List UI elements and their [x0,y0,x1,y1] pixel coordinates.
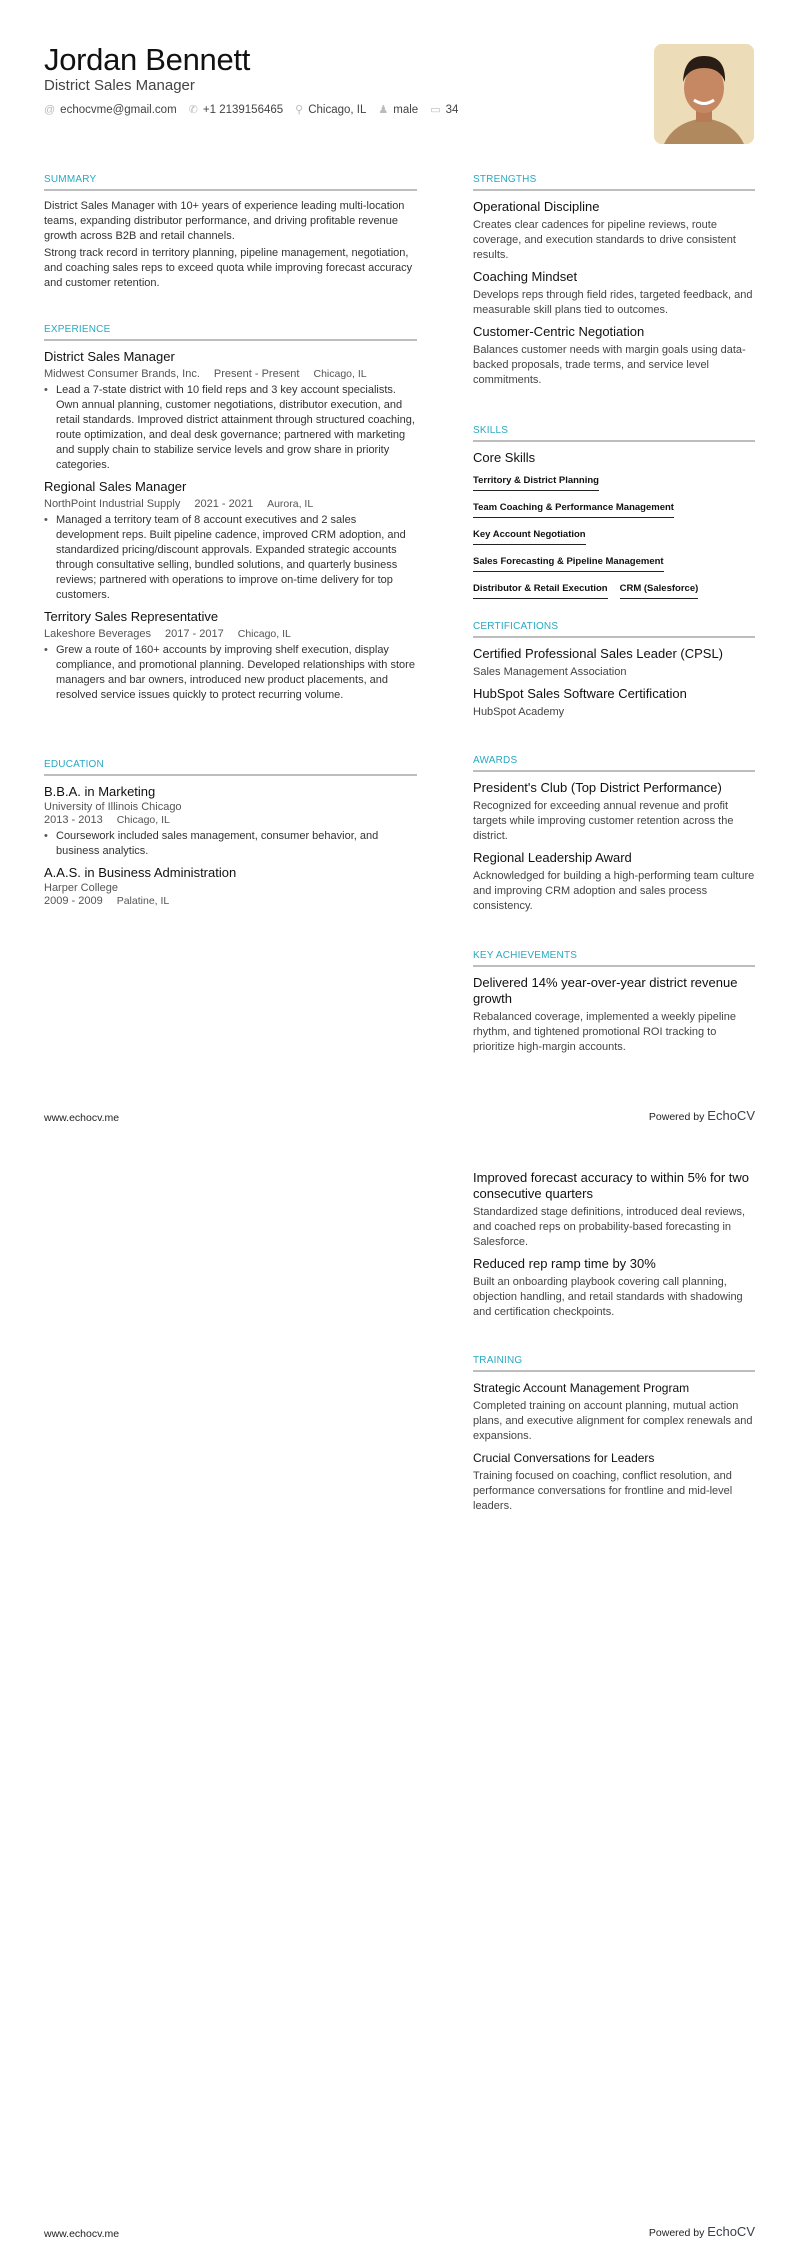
location: Aurora, IL [267,498,314,510]
brand-logo: EchoCV [707,1108,755,1123]
dates: 2009 - 2009 [44,895,103,907]
dates: 2013 - 2013 [44,814,103,826]
location-icon: ⚲ [295,104,304,116]
cert-issuer: HubSpot Academy [473,706,565,718]
achievement-desc: Standardized stage definitions, introduced deal reviews, and coached reps on probability-based forecasting in Salesforce. [473,1206,746,1248]
contact-row [44,103,458,116]
cert-title: Certified Professional Sales Leader (CPSL) [473,646,724,661]
degree: B.B.A. in Marketing [44,784,156,799]
summary-heading: SUMMARY [44,174,417,191]
footer-site-link[interactable]: www.echocv.me [44,1112,120,1124]
footer-site-link[interactable]: www.echocv.me [44,2228,120,2240]
achievement-title: Delivered 14% year-over-year district revenue growth [473,975,738,1006]
experience-heading: EXPERIENCE [44,324,417,341]
phone-icon: ✆ [188,104,198,116]
strength-title: Operational Discipline [473,199,600,214]
person-icon: ♟ [378,104,389,116]
training-heading: TRAINING [473,1355,755,1372]
training-section [473,1355,755,1520]
award-desc: Recognized for exceeding annual revenue and profit targets while improving customer retention across the district. [473,800,734,842]
contact-gender [378,103,418,116]
contact-phone[interactable] [189,103,283,116]
email-text: echocvme@gmail.com [60,103,177,116]
job-title: Territory Sales Representative [44,609,219,624]
brand-logo: EchoCV [707,2224,755,2239]
cert-title: HubSpot Sales Software Certification [473,686,687,701]
achievements-continued [473,1170,755,1326]
company: Midwest Consumer Brands, Inc. [44,368,200,380]
certifications-section [473,621,755,726]
age-text: 34 [445,104,459,116]
location: Chicago, IL [237,628,291,640]
experience-entry [44,479,417,603]
certifications-heading: CERTIFICATIONS [473,621,755,638]
education-heading: EDUCATION [44,759,417,776]
calendar-icon: ▭ [430,104,441,116]
achievements-heading: KEY ACHIEVEMENTS [473,950,755,967]
profile-photo [654,44,754,144]
bullet: • Managed a territory team of 8 account executives and 2 sales development reps. Built pipeline cadence, improved CRM adoption, and standardized pricing/discount approvals. Expanded strategic accounts through consultative selling, bundled solutions, and quarterly business reviews; partnered with operations to improve on-time delivery for top customers. [44,513,417,603]
experience-entry [44,609,417,703]
skill-tag: CRM (Salesforce) [620,583,699,599]
skill-tag: Sales Forecasting & Pipeline Management [473,556,664,572]
strength-title: Coaching Mindset [473,269,578,284]
skill-tag: Territory & District Planning [473,475,599,491]
skills-section [473,425,755,605]
education-entry [44,784,417,859]
location-text: Chicago, IL [308,104,367,116]
candidate-name: Jordan Bennett [44,42,251,77]
summary-paragraph: District Sales Manager with 10+ years of experience leading multi-location teams, expanding distributor performance, and driving profitable revenue growth across B2B and retail channels. [44,200,405,242]
training-title: Crucial Conversations for Leaders [473,1451,655,1465]
dates: Present - Present [213,368,300,380]
contact-age [430,103,458,116]
awards-section [473,755,755,920]
company: NorthPoint Industrial Supply [44,498,181,510]
degree: A.A.S. in Business Administration [44,865,237,880]
training-desc: Training focused on coaching, conflict resolution, and performance conversations for frontline and mid-level leaders. [473,1470,733,1512]
achievement-desc: Built an onboarding playbook covering call planning, objection handling, and retail standards with shadowing and certification checkpoints. [473,1276,743,1318]
dates: 2017 - 2017 [165,628,224,640]
education-entry [44,865,417,907]
strength-desc: Balances customer needs with margin goals using data-backed proposals, trade terms, and service level commitments. [473,344,746,386]
school: University of Illinois Chicago [44,801,182,813]
strengths-heading: STRENGTHS [473,174,755,191]
skills-group: Core Skills [473,450,536,465]
skills-heading: SKILLS [473,425,755,442]
phone-text: +1 2139156465 [202,104,284,116]
job-title: District Sales Manager [44,349,175,364]
location: Chicago, IL [116,814,170,826]
strength-desc: Creates clear cadences for pipeline reviews, route coverage, and execution standards to drive consistent results. [473,219,736,261]
education-section [44,759,417,913]
bullet: • Coursework included sales management, consumer behavior, and business analytics. [44,829,417,859]
skill-tag: Key Account Negotiation [473,529,586,545]
awards-heading: AWARDS [473,755,755,772]
achievement-desc: Rebalanced coverage, implemented a weekly pipeline rhythm, and tightened promotional ROI tracking to prioritize high-margin accounts. [473,1011,736,1053]
strengths-section [473,174,755,394]
award-title: President's Club (Top District Performance) [473,780,722,795]
training-title: Strategic Account Management Program [473,1381,690,1395]
award-desc: Acknowledged for building a high-performing team culture and improving CRM adoption and sales process consistency. [473,870,755,912]
achievement-title: Improved forecast accuracy to within 5% for two consecutive quarters [473,1170,750,1201]
contact-location [295,103,366,116]
strength-desc: Develops reps through field rides, targeted feedback, and measurable skill plans tied to outcomes. [473,289,753,316]
location: Chicago, IL [313,368,367,380]
summary-paragraph: Strong track record in territory planning, pipeline management, negotiation, and coaching sales reps to exceed quota while improving forecast accuracy and customer retention. [44,247,413,289]
training-desc: Completed training on account planning, mutual action plans, and executive alignment for complex renewals and expansions. [473,1400,753,1442]
bullet: • Lead a 7-state district with 10 field reps and 3 key account specialists. Own annual planning, customer negotiations, distributor execution, and retail standards. Improved district attainment through structured coaching, route optimization, and deal desk governance; partnered with marketing and supply chain to stabilize service levels and grow share in priority categories. [44,383,417,473]
powered-by[interactable] [649,2224,755,2239]
powered-by[interactable] [649,1108,755,1123]
skill-tag: Distributor & Retail Execution [473,583,608,599]
job-title: Regional Sales Manager [44,479,187,494]
company: Lakeshore Beverages [44,628,152,640]
dates: 2021 - 2021 [194,498,254,510]
cert-issuer: Sales Management Association [473,666,627,678]
achievements-section [473,950,755,1061]
bullet: • Grew a route of 160+ accounts by improving shelf execution, display compliance, and promotional planning. Developed relationships with store managers and bar owners, introduced new product placements, and resolved service issues quickly to protect recurring volume. [44,643,417,703]
summary-section [44,174,417,291]
powered-by-text: Powered by [648,2227,705,2239]
job-title: District Sales Manager [44,77,195,94]
strength-title: Customer-Centric Negotiation [473,324,645,339]
experience-section [44,324,417,709]
powered-by-text: Powered by [648,1111,705,1123]
skill-tag: Team Coaching & Performance Management [473,502,674,518]
school: Harper College [44,882,118,894]
experience-entry [44,349,417,473]
contact-email[interactable] [44,104,177,116]
achievement-title: Reduced rep ramp time by 30% [473,1256,656,1271]
location: Palatine, IL [116,895,170,907]
award-title: Regional Leadership Award [473,850,632,865]
email-icon: @ [44,103,56,116]
gender-text: male [393,104,419,116]
